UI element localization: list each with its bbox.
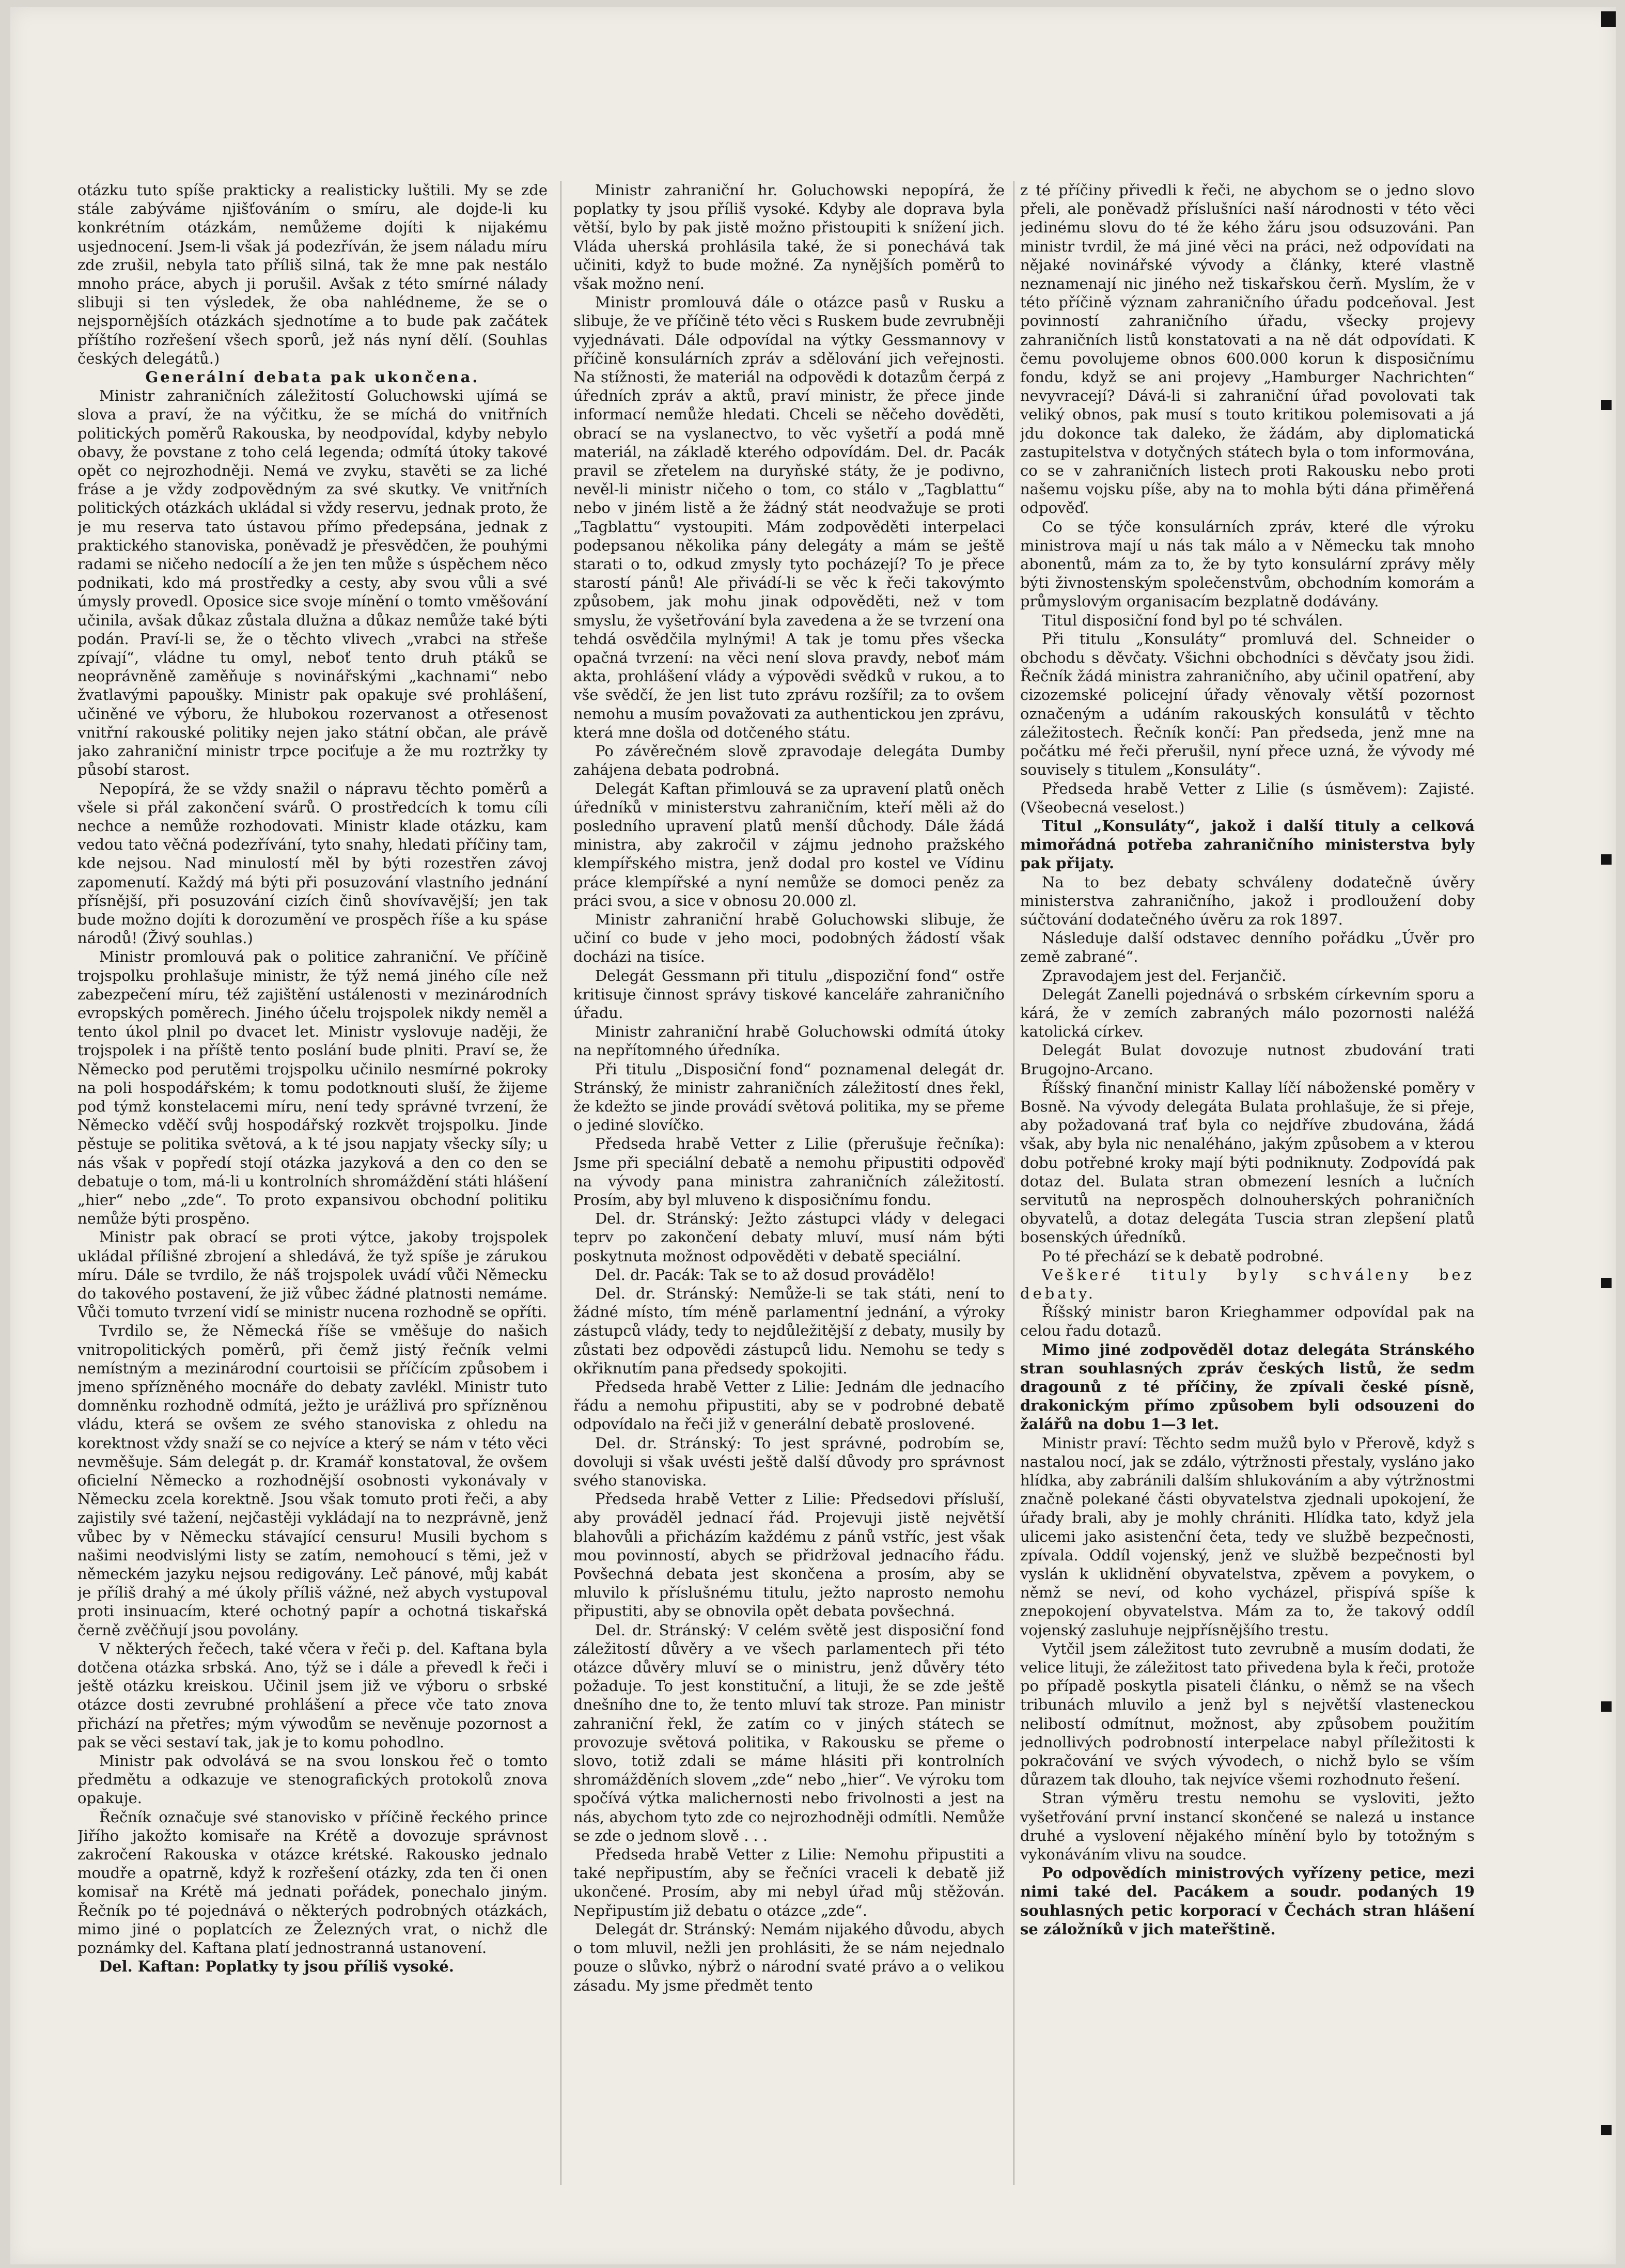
paragraph: Titul „Konsuláty“, jakož i další tituly a celková mimořádná potřeba zahraničního ministerstva byly pak přijaty. [1020, 817, 1475, 872]
paragraph: Říšský ministr baron Krieghammer odpovídal pak na celou řadu dotazů. [1020, 1303, 1475, 1340]
paragraph: z té příčiny přivedli k řeči, ne abychom se o jedno slovo přeli, ale poněvadž příslušníci naší národnosti v této věci jedinému slovu do té že kého žáru jsou odsuzováni. Pan ministr tvrdil, že má jiné věci na práci, než odpovídati na nějaké novinářské vývody a články, které vlastně neznamenají nic jiného než tiskařskou čerň. Myslím, že v této příčině význam zahraničního úřadu podceňoval. Jest povinností zahraničního úřadu, všecky projevy zahraničních listů konstatovati a na ně dát odpovídati. K čemu povolujeme obnos 600.000 korun k disposičnímu fondu, když se ani projevy „Hamburger Nachrichten“ nevyvracejí? Dává-li si zahraniční úřad povolovati tak veliký obnos, pak musí s touto kritikou polemisovati a já jdu dokonce tak daleko, že žádám, aby diplomatická zastupitelstva v dotyčných státech byla o tom informována, co se v zahraničních listech proti Rakousku nebo proti našemu vojsku píše, aby na to mohla býti dána přiměřená odpověď. [1020, 181, 1475, 517]
paragraph: Del. Kaftan: Poplatky ty jsou příliš vysoké. [99, 1958, 454, 1976]
paragraph: Ministr pak obrací se proti výtce, jakoby trojspolek ukládal přílišné zbrojení a shledává, že tyž spíše je zárukou míru. Dále se tvrdilo, že náš trojspolek uvádí vůči Německu do takového postavení, že již vůbec žádné platnosti nemáme. Vůči tomuto tvrzení vidí se ministr nucena rozhodně se opříti. [77, 1228, 548, 1321]
paragraph: Mimo jiné zodpověděl dotaz delegáta Stránského stran souhlasných zpráv českých listů, že sedm dragounů z té příčiny, že zpívali české písně, drakonickým přímo způsobem byli odsouzeni do žalářů na dobu 1—3 let. [1020, 1340, 1475, 1433]
paragraph: Veškeré tituly byly schváleny bez debaty. [1020, 1265, 1475, 1302]
paragraph: Ministr promlouvá pak o politice zahraniční. Ve příčině trojspolku prohlašuje ministr, že týž nemá jiného cíle než zabezpečení míru, též zajištění ustálenosti v mezinárodních evropských poměrech. Jiného účelu trojspolek nikdy neměl a tento úkol plnil po dvacet let. Ministr vyslovuje naději, že trojspolek i na příště tento poslání bude plniti. Praví se, že Německo pod perutěmi trojspolku učinilo nesmírné pokroky na poli hospodářském; k tomu podotknouti sluší, že žijeme pod týmž konstelacemi míru, není tedy správné tvrzení, že Německo vděčí svůj hospodářský rozkvět trojspolku. Jinde pěstuje se politika světová, a k té jsou napjaty všecky síly; u nás však v popředí stojí otázka jazyková a den co den se debatuje o tom, má-li u kontrolních shromáždění státi hlášení „hier“ nebo „zde“. To proto expansivou obchodní politiku nemůže býti prospěno. [77, 948, 548, 1228]
paragraph: Po odpovědích ministrových vyřízeny petice, mezi nimi také del. Pacákem a soudr. podaných 19 souhlasných petic korporací v Čechách stran hlášení se záložníků v jich mateřštině. [1020, 1864, 1475, 1938]
paragraph: Ministr zahraničních záležitostí Goluchowski ujímá se slova a praví, že na výčitku, že se míchá do vnitřních politických poměrů Rakouska, by neodpovídal, kdyby nebylo obavy, že povstane z toho celá legenda; odmítá útoky takové opět co nejrozhodněji. Nemá ve zvyku, stavěti se za liché fráse a je vždy zodpovědným za své skutky. Ve vnitřních politických otázkách ukládal si vždy reservu, jednak proto, že je mu reserva tato ústavou přímo předepsána, jednak z praktického stanoviska, poněvadž je přesvědčen, že pouhými radami se ničeho nedocílí a že jen ten může s úspěchem něco podnikati, kdo má prostředky a cesty, aby svou vůli a své úmysly provedl. Oposice sice svoje mínění o tomto vměšování učinila, avšak důkaz zůstala dlužna a důkaz nemůže také býti podán. Praví-li se, že o těchto vlivech „vrabci na střeše zpívají“, vládne tu omyl, neboť tento druh ptáků se neoprávněně zaměňuje s novinářskými „kachnami“ nebo žvatlavými papoušky. Ministr pak opakuje své prohlášení, učiněné ve výboru, že hlubokou rozervanost a otřesenost vnitřní rakouské politiky nejen jako státní občan, ale právě jako zahraniční ministr trpce pociťuje a že mu roztržky ty působí starost. [77, 387, 548, 779]
paragraph: Ministr pak odvolává se na svou lonskou řeč o tomto předmětu a odkazuje ve stenografických protokolů znova opakuje. [77, 1752, 548, 1807]
paragraph: Ministr zahraniční hrabě Goluchowski odmítá útoky na nepřítomného úředníka. [573, 1023, 1005, 1059]
edge-punch-mark [1601, 854, 1612, 865]
paragraph: Ministr zahraniční hr. Goluchowski nepopírá, že poplatky ty jsou příliš vysoké. Kdyby ale doprava byla větší, bylo by pak jistě možno přistoupiti k snížení jich. Vláda uherská prohlásila také, že si ponechává tak učiniti, když to bude možné. Za nynějších poměrů to však možno není. [573, 181, 1005, 293]
paragraph: Vytčil jsem záležitost tuto zevrubně a musím dodati, že velice lituji, že záležitost tato přivedena byla k řeči, protože po případě poskytla pisateli článku, o němž se na všech tribunách mluvilo a jenž byl s největší vlasteneckou nelibostí odmítnut, možnost, aby způsobem použitím jednollivých podrobností interpelace nabyl příležitosti k pokračování ve svých vývodech, o nichž bylo se vším důrazem tak dlouho, tak nejvíce všemi rozhodnuto řešení. [1020, 1639, 1475, 1789]
paragraph: Po závěrečném slově zpravodaje delegáta Dumby zahájena debata podrobná. [573, 742, 1005, 779]
paragraph: Delegát Zanelli pojednává o srbském církevním sporu a kárá, že v zemích zabraných málo pozornosti naléžá katolická církev. [1020, 985, 1475, 1041]
column-rule [1013, 181, 1014, 2185]
paragraph: Při titulu „Konsuláty“ promluvá del. Schneider o obchodu s děvčaty. Všichni obchodníci s děvčaty jsou židi. Řečník žádá ministra zahraničního, aby učinil opatření, aby cizozemské policejní úřady věnovaly větší pozornost označeným a udáním rakouských konsulátů v těchto záležitostech. Řečník končí: Pan předseda, jenž mne na počátku mé řeči přerušil, nyní přece uzná, že vývody mé souvisely s titulem „Konsuláty“. [1020, 630, 1475, 779]
paragraph: Del. dr. Stránský: To jest správné, podrobím se, dovoluji si však uvésti ještě další důvody pro správnost svého stanoviska. [573, 1434, 1005, 1490]
paragraph: Del. dr. Stránský: Ježto zástupci vlády v delegaci teprv po zakončení debaty mluví, musí nám býti poskytnuta možnost odpověděti v debatě speciální. [573, 1210, 1005, 1265]
paragraph: Ministr promlouvá dále o otázce pasů v Rusku a slibuje, že ve příčině této věci s Ruskem bude zevrubněji vyjednávati. Dále odpovídal na výtky Gessmannovy v příčině konsulárních zpráv a sdělování jich veřejnosti. Na stížnosti, že materiál na odpovědi k dotazům čerpá z úředních zpráv a aktů, praví ministr, že přece jinde informací nemůže hledati. Chceli se něčeho dověděti, obrací se na vyslanectvo, to věc vyšetří a podá mně materiál, na základě kterého odpovídám. Del. dr. Pacák pravil se zřetelem na duryňské státy, že je podivno, nevěl-li ministr ničeho o tom, co stálo v „Tagblattu“ nebo v jiném listě a že žádný stát neodvažuje se proti „Tagblattu“ vystoupiti. Mám zodpověděti interpelaci podepsanou několika pány delegáty a mám se ještě starati o to, odkud zmysly tyto pocházejí? To je přece starostí pánů! Ale přivádí-li se věc k řeči takovýmto způsobem, jak mohu jinak odpověděti, než v tom smyslu, že vyšetřování byla zavedena a že se tvrzení ona tehdá osvědčila mylnými! A tak je tomu přes všecka opačná tvrzení: na věci není slova pravdy, neboť mám akta, prohlášení vlády a výpovědi svědků v rukou, a to vše svědčí, že jen list tuto zprávu rozšířil; za to ovšem nemohu a musím považovati za authentickou jen zprávu, která mne došla od dotčeného státu. [573, 293, 1005, 741]
paragraph: V některých řečech, také včera v řeči p. del. Kaftana byla dotčena otázka srbská. Ano, týž se i dále a převedl k řeči i ještě otázku kreiskou. Učinil jsem již ve výboru o srbské otázce dosti zevrubné prohlášení a přece vče tato znova přichází na přetřes; mým výwodům se nevěnuje pozornost a pak se věci sestaví tak, jak je to komu pohodlno. [77, 1639, 548, 1751]
paragraph: Předseda hrabě Vetter z Lilie: Předsedovi přísluší, aby prováděl jednací řád. Projevuji jistě největší blahovůli a přicházím každému z pánů vstříc, jest však mou povinností, abych se přidržoval jednacího řádu. Povšechná debata jest skončena a prosím, aby se mluvilo k příslušnému titulu, ježto naprosto nemohu připustiti, aby se obnovila opět debata povšechná. [573, 1490, 1005, 1620]
paragraph: Následuje další odstavec denního pořádku „Úvěr pro země zabrané“. [1020, 929, 1475, 966]
paragraph: Delegát Kaftan přimlouvá se za upravení platů oněch úředníků v ministerstvu zahraničním, kteří měli až do posledního upravení platů menší důchody. Dále žádá ministra, aby zakročil v zájmu jednoho pražského klempířského mistra, jenž dodal pro kostel ve Vídinu práce klempířské a nyní nemůže se domoci peněz za práci svou, a sice v obnosu 20.000 zl. [573, 779, 1005, 910]
paragraph: Říšský finanční ministr Kallay líčí náboženské poměry v Bosně. Na vývody delegáta Bulata prohlašuje, že si přeje, aby požadovaná trať byla co nejdříve zbudována, žádá však, aby byla nic nenaléháno, jakým způsobem a v kterou dobu potřebné kroky mají býti podniknuty. Zodpovídá pak dotaz del. Bulata stran obmezení lesních a lučních servitutů na neprospěch dolnouherských pohraničních obyvatelů, a dotaz delegáta Tuscia stran zlepšení platů bosenských úředníků. [1020, 1078, 1475, 1246]
paragraph: Del. dr. Pacák: Tak se to až dosud provádělo! [595, 1265, 935, 1284]
paragraph: Co se týče konsulárních zpráv, které dle výroku ministrova mají u nás tak málo a v Německu tak mnoho abonentů, mám za to, že by tyto konsulární zprávy měly býti živnostenským společenstvům, obchodním komorám a průmyslovým organisacím bezplatně dodávány. [1020, 518, 1475, 611]
paragraph: Řečník označuje své stanovisko v příčině řeckého prince Jiřího jakožto komisaře na Krétě a dovozuje správnost zakročení Rakouska v otázce krétské. Rakousko jednalo moudře a opatrně, když k rozřešení otázky, zda ten či onen komisař na Krétě má jednati pořádek, ponechalo jiným. Řečník po té pojednává o některých podrobných otázkách, mimo jiné o poplatcích ze Železných vrat, o nichž dle poznámky del. Kaftana platí jednostranná ustanovení. [77, 1808, 548, 1957]
paragraph: Del. dr. Stránský: V celém světě jest disposiční fond záležitostí důvěry a ve všech parlamentech při této otázce důvěry mluví se o ministru, jenž důvěry této požaduje. To jest konstituční, a lituji, že se zde ještě dnešního dne to, že tento mluví tak stroze. Pan ministr zahraniční řekl, že zatím co v jiných státech se provozuje světová politika, v Rakousku se přeme o slovo, totiž zdali se máme hlásiti při kontrolních shromážděních slovem „zde“ nebo „hier“. Ve výroku tom spočívá výtka malichernosti nebo frivolnosti a jest na nás, abychom tyto zde co nejrozhodněji odmítli. Nemůže se zde o jednom slově . . . [573, 1621, 1005, 1844]
paragraph: Titul disposiční fond byl po té schválen. [1042, 611, 1343, 629]
section-heading: Generální debata pak ukončena. [145, 368, 480, 386]
paragraph: Předseda hrabě Vetter z Lilie: Jednám dle jednacího řádu a nemohu připustiti, aby se v podrobné debatě odpovídalo na řeči již v generální debatě proslovené. [573, 1378, 1005, 1433]
paragraph: Předseda hrabě Vetter z Lilie (přerušuje řečníka): Jsme při speciální debatě a nemohu připustiti odpověď na vývody pana ministra zahraničních záležitostí. Prosím, aby byl mluveno k disposičnímu fondu. [573, 1135, 1005, 1209]
paragraph: Předseda hrabě Vetter z Lilie: Nemohu připustiti a také nepřipustím, aby se řečníci vraceli k debatě již ukončené. Prosím, aby mi nebyl úřad můj stěžován. Nepřipustím již debatu o otázce „zde“. [573, 1845, 1005, 1919]
paragraph: Po té přechází se k debatě podrobné. [1042, 1247, 1324, 1265]
paragraph: otázku tuto spíše prakticky a realisticky luštili. My se zde stále zabýváme njišťováním o smíru, ale dojde-li ku konkrétním otázkám, nemůžeme dojíti k nijakému usjednocení. Jsem-li však já podezříván, že jsem náladu míru zde zrušil, nebyla tato příliš silná, tak že mne pak nestálo mnoho práce, abych ji porušil. Avšak z této smírné nálady slibuji si ten výsledek, že oba nahlédneme, že se o nejspornějších otázkách sjednotíme a to bude pak začátek příštího rozřešení všech sporů, jež nás nyní dělí. (Souhlas českých delegátů.) [77, 181, 548, 367]
paragraph: Tvrdilo se, že Německá říše se vměšuje do našich vnitropolitických poměrů, při čemž jistý řečník velmi nemístným a mezinárodní courtoisii se příčícím způsobem i jmeno spřízněného mocnáře do debaty zavlékl. Ministr tuto domněnku rozhodně odmítá, ježto je urážlivá pro spřízněnou vládu, která se ovšem ze svého stanoviska z ohledu na korektnost vždy snaží se co nejvíce a který se nám v této věci nevměšuje. Sám delegát p. dr. Kramář konstatoval, že ovšem oficielní Německo a rozhodnější osobnosti vykonávaly v Německu zcela korektně. Jsou však tomuto proti řeči, a aby zajistily své tažení, nejčastěji vykládají na to nezprávně, jenž vůbec by v Německu stávající censuru! Musili bychom s našimi neodvislými listy se zatím, nemohoucí s těmi, jež v německém jazyku nejsou redigovány. Leč pánové, můj kabát je příliš drahý a mé úkoly příliš vážné, než abych vystupoval proti insinuacím, které ochotný papír a ochotná tiskařská černě zvěčňují jsou povolány. [77, 1322, 548, 1639]
paragraph: Stran výměru trestu nemohu se vysloviti, ježto vyšetřování první instancí skončené se nalezá u instance druhé a vyslovení nějakého mínění bylo by totožným s vykonáváním vlivu na soudce. [1020, 1789, 1475, 1864]
paragraph: Předseda hrabě Vetter z Lilie (s úsměvem): Zajisté. (Všeobecná veselost.) [1020, 779, 1475, 816]
column-1 [77, 181, 548, 2185]
paragraph: Na to bez debaty schváleny dodatečně úvěry ministerstva zahraničního, jakož i prodloužení doby súčtování dodatečného úvěru za rok 1897. [1020, 873, 1475, 928]
edge-punch-mark [1601, 1701, 1612, 1712]
column-2 [573, 181, 1005, 2185]
paragraph: Ministr zahraniční hrabě Goluchowski slibuje, že učiní co bude v jeho moci, podobných žádostí však docházi na tisíce. [573, 910, 1005, 966]
paragraph: Při titulu „Disposiční fond“ poznamenal delegát dr. Stránský, že ministr zahraničních záležitostí dnes řekl, že kdežto se jinde provádí světová politika, my se přeme o jediné slovíčko. [573, 1060, 1005, 1134]
column-3 [1020, 181, 1475, 2185]
paragraph: Nepopírá, že se vždy snažil o nápravu těchto poměrů a všele si přál zakončení svárů. O prostředcích k tomu cíli nechce a nemůže rozhodovati. Ministr klade otázku, kam vedou tato věčná podezřívání, tyto snahy, hledati příčiny tam, kde nejsou. Nad minulostí měl by býti rozestřen závoj zapomenutí. Každý má býti při posuzování vlastního jednání přísnější, při posuzování cizích činů shovívavější; jen tak bude možno dojíti k dorozumění ve prospěch říše a ku spáse národů! (Živý souhlas.) [77, 779, 548, 947]
edge-punch-mark [1601, 400, 1612, 410]
paragraph: Ministr praví: Těchto sedm mužů bylo v Přerově, když s nastalou nocí, jak se zdálo, výtržnosti přestaly, vysláno jako hlídka, aby zabránili dalším shlukováním a aby výtržnostmi značně polekané části obyvatelstva zjednali upokojení, že úřady brali, aby je mohly chrániti. Hlídka tato, když jela ulicemi jako asistenční četa, tedy ve službě bezpečnosti, zpívala. Oddíl vojenský, jenž ve službě bezpečnosti byl vyslán k uklidnění obyvatelstva, zpěvem a povykem, o němž se neví, od koho vycházel, přispívá spíše k znepokojení obyvatelstva. Mám za to, že takový oddíl vojenský zasluhuje nejpřísnějšího trestu. [1020, 1434, 1475, 1639]
paragraph: Zpravodajem jest del. Ferjančič. [1042, 966, 1287, 984]
paragraph: Delegát Gessmann při titulu „dispoziční fond“ ostře kritisuje činnost správy tiskové kanceláře zahraničního úřadu. [573, 966, 1005, 1022]
paragraph: Del. dr. Stránský: Nemůže-li se tak státi, není to žádné místo, tím méně parlamentní jednání, a výroky zástupců vlády, tedy to nejdůležitější z debaty, musily by zůstati bez odpovědi zástupců lidu. Nemohu se tedy s okřiknutím pana předsedy spokojiti. [573, 1284, 1005, 1377]
paragraph: Delegát dr. Stránský: Nemám nijakého důvodu, abych o tom mluvil, nežli jen prohlásiti, že se nám nejednalo pouze o slůvko, nýbrž o národní svaté právo a o velikou zásadu. My jsme předmět tento [573, 1920, 1005, 1994]
corner-registration-mark [1601, 11, 1616, 27]
column-rule [560, 181, 561, 2185]
paragraph: Delegát Bulat dovozuje nutnost zbudování trati Brugojno-Arcano. [1020, 1041, 1475, 1078]
edge-punch-mark [1601, 1278, 1612, 1288]
edge-punch-mark [1601, 2125, 1612, 2135]
